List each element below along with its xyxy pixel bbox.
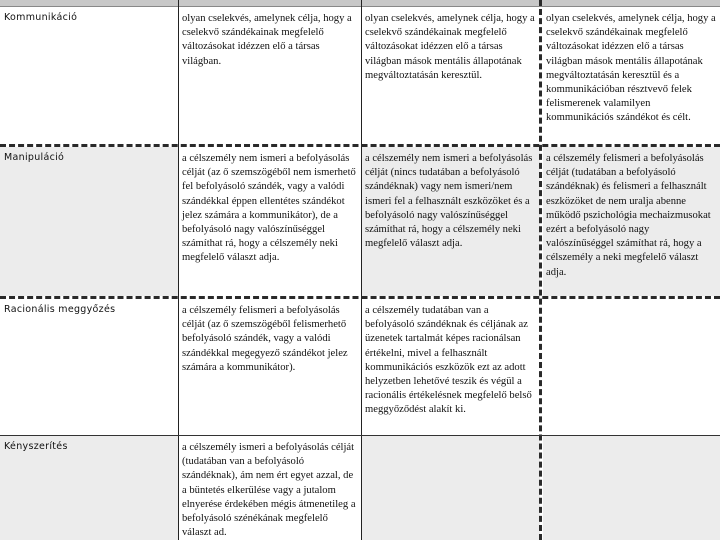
cell-kommunikacio-1: olyan cselekvés, amelynek célja, hogy a cselekvő szándékainak megfelelő változásokat idézzen elő a társas világban. [182, 13, 352, 67]
row-label-manipulacio: Manipuláció [0, 147, 178, 296]
cell-kenyszerites-2 [362, 436, 540, 540]
cell-kommunikacio-3: olyan cselekvés, amelynek célja, hogy a cselekvő szándékainak megfelelő változásokat idézzen elő a társas világban mások mentális állapotának megváltoztatásán keresztül és a kommunikációban résztvevő felek felismerenek valamilyen kommunikációs szándékot és célt. [546, 13, 716, 124]
cell-racionalis-3 [543, 299, 720, 435]
cell-kommunikacio-2: olyan cselekvés, amelynek célja, hogy a cselekvő szándékainak megfelelő változásokat idézzen elő a társas világban mások mentális állapotának megváltoztatásán keresztül. [365, 13, 535, 81]
cell-manipulacio-1: a célszemély nem ismeri a befolyásolás célját (az ő szemszögéből nem ismerhető fel befolyásoló szándék, vagy a valódi szándékkal éppen ellentétes szándékot jelez számára a kommunikátor), de a befolyásoló nagy valószínűséggel számíthat rá, hogy a célszemély neki megfelelő választ adja. [182, 153, 356, 264]
column-divider-2 [361, 0, 362, 540]
row-label-kenyszerites: Kényszerítés [0, 436, 178, 540]
row-divider-1 [0, 144, 720, 147]
column-divider-3-dashed [539, 0, 542, 540]
row-label-kommunikacio: Kommunikáció [4, 12, 78, 23]
cell-racionalis-1: a célszemély felismeri a befolyásolás célját (az ő szemszögéből felismerhető befolyásoló szándék, vagy a valódi szándékkal megegyező szándékot jelez számára a kommunikátor). [182, 305, 348, 373]
cell-kenyszerites-3 [543, 436, 720, 540]
column-divider-1 [178, 0, 179, 540]
row-divider-2 [0, 296, 720, 299]
cell-kenyszerites-1: a célszemély ismeri a befolyásolás célját (tudatában van a befolyásoló szándéknak), ám nem ért egyet azzal, de a büntetés elkerülése vagy a jutalom elnyerése érdekében mégis átmenetileg a befolyásoló szénékának megfelelő választ ad. [182, 442, 356, 539]
cell-manipulacio-3: a célszemély felismeri a befolyásolás célját (tudatában a befolyásoló szándéknak) és felismeri a felhasznált eszközöket de nem uralja abenne működő pszichológia mechaizmusokat ezért a befolyásoló nagy valószínűséggel számíthat rá, hogy a célszemély a neki megfelelő választ adja. [543, 147, 720, 296]
row-divider-3 [0, 435, 720, 436]
cell-manipulacio-2: a célszemély nem ismeri a befolyásolás célját (nincs tudatában a befolyásoló szándéknak) vagy nem ismeri/nem ismeri fel a felhasznált eszközöket és a befolyásoló nagy valószínűséggel számíthat rá, hogy a célszemély neki megfelelő választ adja. [362, 147, 540, 296]
cell-racionalis-2: a célszemély tudatában van a befolyásoló szándéknak és céljának az üzenetek tartalmát képes racionálsan értékelni, mivel a felhasznált kommunikációs eszközök ezt az adott helyzetben lehetővé teszik és végül a racionális értékelésnek megfelelő belső meggyőződést alakít ki. [365, 305, 532, 416]
table-header-bar [0, 0, 720, 7]
row-label-racionalis-meggyozes: Racionális meggyőzés [4, 304, 116, 315]
